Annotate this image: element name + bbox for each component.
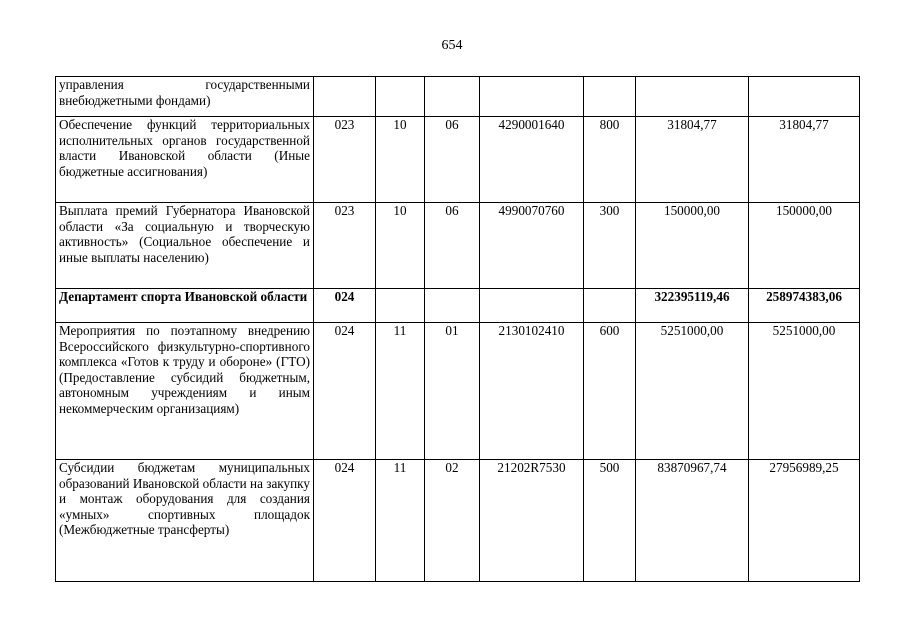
amount-year-1: 150000,00 bbox=[636, 203, 749, 289]
target-article-code: 4290001640 bbox=[480, 117, 584, 203]
table-row bbox=[56, 117, 860, 203]
row-name: Обеспечение функций территориальных исполнительных органов государственной власти Ивановской области (Иные бюджетные ассигнования) bbox=[56, 117, 314, 203]
ministry-code: 024 bbox=[314, 323, 376, 460]
ministry-code bbox=[314, 77, 376, 117]
target-article-code: 21202R7530 bbox=[480, 460, 584, 582]
table-row bbox=[56, 460, 860, 582]
row-name: Субсидии бюджетам муниципальных образований Ивановской области на закупку и монтаж оборудования для создания «умных» спортивных площадок (Межбюджетные трансферты) bbox=[56, 460, 314, 582]
expense-type-code bbox=[584, 289, 636, 323]
section-code bbox=[376, 289, 425, 323]
target-article-code bbox=[480, 77, 584, 117]
ministry-code: 023 bbox=[314, 203, 376, 289]
subsection-code: 01 bbox=[425, 323, 480, 460]
row-name: Мероприятия по поэтапному внедрению Всероссийского физкультурно-спортивного комплекса «Готов к труду и обороне» (ГТО) (Предоставление субсидий бюджетным, автономным учреждениям и иным некоммерческим организациям) bbox=[56, 323, 314, 460]
amount-year-2: 258974383,06 bbox=[749, 289, 860, 323]
page-number: 654 bbox=[441, 38, 463, 53]
amount-year-1 bbox=[636, 77, 749, 117]
target-article-code: 2130102410 bbox=[480, 323, 584, 460]
expense-type-code: 500 bbox=[584, 460, 636, 582]
amount-year-2: 5251000,00 bbox=[749, 323, 860, 460]
section-code: 11 bbox=[376, 460, 425, 582]
section-code: 11 bbox=[376, 323, 425, 460]
subsection-code bbox=[425, 289, 480, 323]
expense-type-code bbox=[584, 77, 636, 117]
table-row bbox=[56, 289, 860, 323]
subsection-code: 06 bbox=[425, 203, 480, 289]
expense-type-code: 300 bbox=[584, 203, 636, 289]
amount-year-2 bbox=[749, 77, 860, 117]
subsection-code: 02 bbox=[425, 460, 480, 582]
subsection-code: 06 bbox=[425, 117, 480, 203]
expense-type-code: 600 bbox=[584, 323, 636, 460]
target-article-code: 4990070760 bbox=[480, 203, 584, 289]
amount-year-2: 150000,00 bbox=[749, 203, 860, 289]
expense-type-code: 800 bbox=[584, 117, 636, 203]
section-code bbox=[376, 77, 425, 117]
table-row bbox=[56, 203, 860, 289]
ministry-code: 023 bbox=[314, 117, 376, 203]
table-row bbox=[56, 77, 860, 117]
table-row bbox=[56, 323, 860, 460]
amount-year-2: 31804,77 bbox=[749, 117, 860, 203]
target-article-code bbox=[480, 289, 584, 323]
row-name: управления государственными внебюджетными фондами) bbox=[56, 77, 314, 117]
section-code: 10 bbox=[376, 203, 425, 289]
amount-year-1: 83870967,74 bbox=[636, 460, 749, 582]
ministry-code: 024 bbox=[314, 289, 376, 323]
amount-year-1: 5251000,00 bbox=[636, 323, 749, 460]
table-body bbox=[56, 77, 860, 582]
amount-year-2: 27956989,25 bbox=[749, 460, 860, 582]
subsection-code bbox=[425, 77, 480, 117]
budget-table bbox=[55, 76, 860, 582]
ministry-code: 024 bbox=[314, 460, 376, 582]
row-name: Департамент спорта Ивановской области bbox=[56, 289, 314, 323]
amount-year-1: 322395119,46 bbox=[636, 289, 749, 323]
row-name: Выплата премий Губернатора Ивановской области «За социальную и творческую активность» (Социальное обеспечение и иные выплаты населению) bbox=[56, 203, 314, 289]
amount-year-1: 31804,77 bbox=[636, 117, 749, 203]
section-code: 10 bbox=[376, 117, 425, 203]
